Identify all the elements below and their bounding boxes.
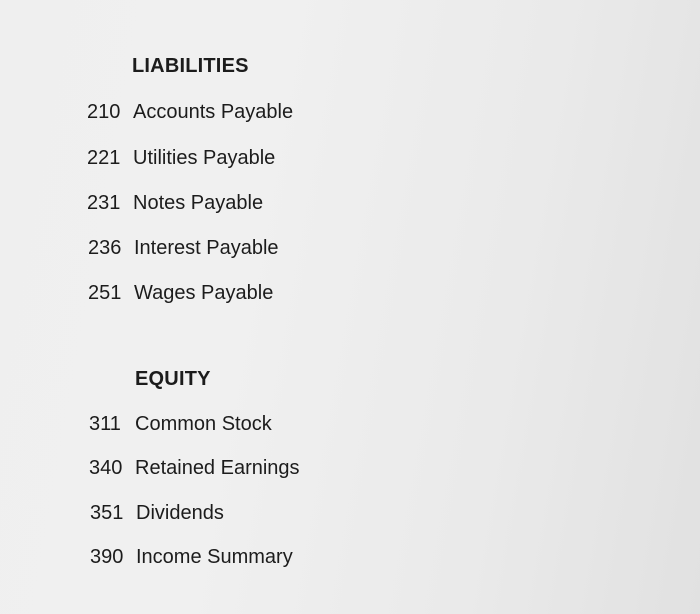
account-row-231 [87,192,263,215]
account-name: Retained Earnings [135,457,300,479]
account-name: Income Summary [136,546,293,568]
account-number: 221 [87,147,121,169]
liabilities-heading: LIABILITIES [132,55,249,77]
account-row-210 [87,101,293,124]
account-number: 390 [90,546,124,568]
account-row-390 [90,546,293,569]
account-name: Common Stock [135,413,272,435]
account-row-236 [88,237,279,260]
account-number: 251 [88,282,122,304]
equity-heading: EQUITY [135,368,211,390]
account-number: 210 [87,101,121,123]
account-name: Utilities Payable [133,147,276,169]
account-row-311 [89,413,272,436]
account-row-221 [87,147,275,170]
account-number: 236 [88,237,122,259]
account-name: Accounts Payable [133,101,294,123]
account-row-251 [88,282,273,305]
account-row-340 [89,457,300,480]
account-name: Wages Payable [134,282,274,304]
account-name: Interest Payable [134,237,279,259]
account-number: 231 [87,192,121,214]
account-number: 340 [89,457,123,479]
account-number: 311 [89,413,121,435]
account-name: Notes Payable [133,192,264,214]
account-row-351 [90,502,224,525]
account-number: 351 [90,502,124,524]
account-name: Dividends [136,502,224,524]
